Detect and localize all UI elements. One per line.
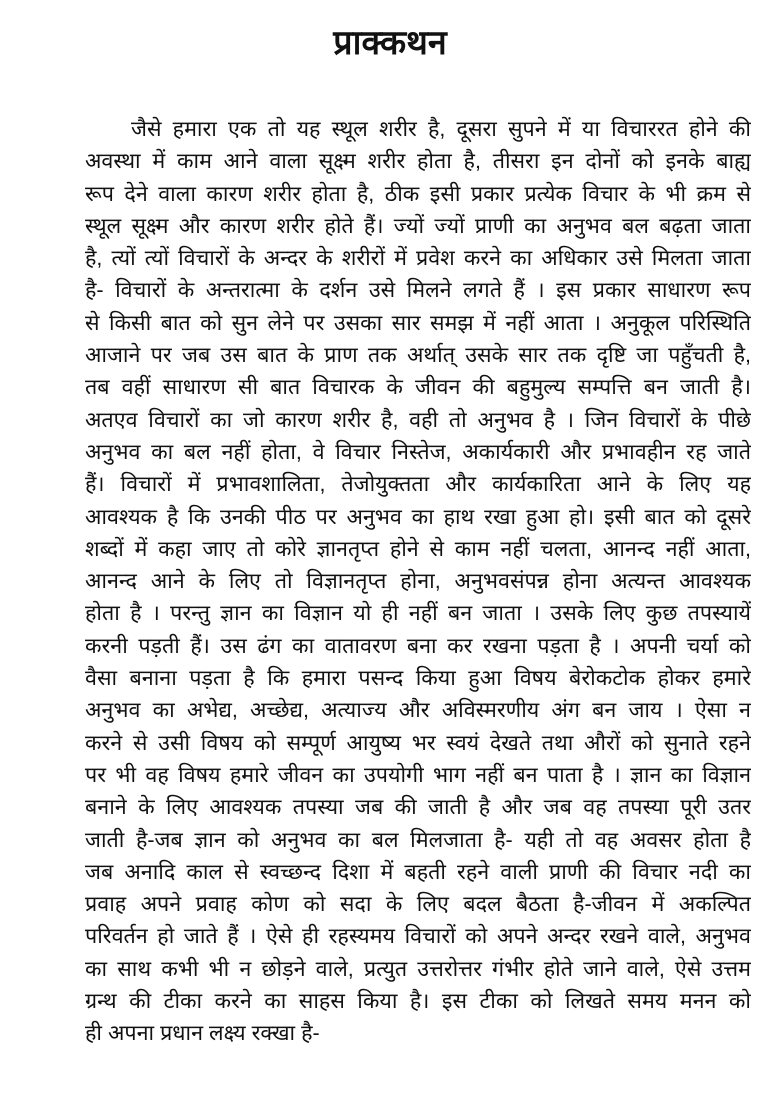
text-line: से किसी बात को सुन लेने पर उसका सार समझ में नहीं आता । अनुकूल परिस्थिति (85, 310, 751, 335)
text-line: अवस्था में काम आने वाला सूक्ष्म शरीर होता है, तीसरा इन दोनों को इनके बाह्य (85, 149, 751, 174)
text-line: बनाने के लिए आवश्यक तपस्या जब की जाती है और जब वह तपस्या पूरी उतर (85, 795, 751, 820)
text-line: वैसा बनाना पड़ता है कि हमारा पसन्द किया हुआ विषय बेरोकटोक होकर हमारे (85, 666, 751, 691)
text-line: अनुभव का अभेद्य, अच्छेद्य, अत्याज्य और अविस्मरणीय अंग बन जाय । ऐसा न (85, 698, 751, 723)
text-line: है, त्यों त्यों विचारों के अन्दर के शरीरों में प्रवेश करने का अधिकार उसे मिलता जाता (85, 246, 751, 271)
text-line: परिवर्तन हो जाते हैं । ऐसे ही रहस्यमय विचारों को अपने अन्दर रखने वाले, अनुभव (85, 924, 751, 949)
text-line: शब्दों में कहा जाए तो कोरे ज्ञानतृप्त होने से काम नहीं चलता, आनन्द नहीं आता, (85, 536, 751, 561)
text-line: आवश्यक है कि उनकी पीठ पर अनुभव का हाथ रखा हुआ हो। इसी बात को दूसरे (85, 504, 751, 529)
text-line: है- विचारों के अन्तरात्मा के दर्शन उसे मिलने लगते हैं । इस प्रकार साधारण रूप (85, 278, 751, 303)
text-line: हैं। विचारों में प्रभावशालिता, तेजोयुक्तता और कार्यकारिता आने के लिए यह (85, 472, 751, 497)
text-line: का साथ कभी भी न छोड़ने वाले, प्रत्युत उत्तरोत्तर गंभीर होते जाने वाले, ऐसे उत्तम (85, 956, 751, 981)
text-line: ही अपना प्रधान लक्ष्य रक्खा है- (85, 1021, 320, 1046)
text-line: करनी पड़ती हैं। उस ढंग का वातावरण बना कर रखना पड़ता है । अपनी चर्या को (85, 633, 751, 658)
text-line: होता है । परन्तु ज्ञान का विज्ञान यो ही नहीं बन जाता । उसके लिए कुछ तपस्यायें (85, 601, 751, 626)
text-line: अनुभव का बल नहीं होता, वे विचार निस्तेज, अकार्यकारी और प्रभावहीन रह जाते (85, 439, 751, 464)
text-line: रूप देने वाला कारण शरीर होता है, ठीक इसी प्रकार प्रत्येक विचार के भी क्रम से (85, 181, 751, 206)
text-line: तब वहीं साधारण सी बात विचारक के जीवन की बहुमुल्य सम्पत्ति बन जाती है। (85, 375, 751, 400)
text-line: पर भी वह विषय हमारे जीवन का उपयोगी भाग नहीं बन पाता है । ज्ञान का विज्ञान (85, 762, 751, 787)
text-line: अतएव विचारों का जो कारण शरीर है, वही तो अनुभव है । जिन विचारों के पीछे (85, 407, 751, 432)
text-line: करने से उसी विषय को सम्पूर्ण आयुष्य भर स्वयं देखते तथा औरों को सुनाते रहने (85, 730, 751, 755)
text-line: जैसे हमारा एक तो यह स्थूल शरीर है, दूसरा सुपने में या विचाररत होने की (131, 117, 751, 141)
body-paragraph (85, 113, 751, 1050)
text-line: आनन्द आने के लिए तो विज्ञानतृप्त होना, अनुभवसंपन्न होना अत्यन्त आवश्यक (85, 569, 751, 594)
text-line: जाती है-जब ज्ञान को अनुभव का बल मिलजाता है- यही तो वह अवसर होता है (85, 827, 751, 852)
text-line: जब अनादि काल से स्वच्छन्द दिशा में बहती रहने वाली प्राणी की विचार नदी का (85, 859, 751, 884)
page-title: प्राक्कथन (333, 24, 447, 62)
text-line: आजाने पर जब उस बात के प्राण तक अर्थात् उसके सार तक दृष्टि जा पहुँचती है, (85, 343, 751, 368)
text-line: ग्रन्थ की टीका करने का साहस किया है। इस टीका को लिखते समय मनन को (85, 989, 751, 1014)
text-line: स्थूल सूक्ष्म और कारण शरीर होते हैं। ज्यों ज्यों प्राणी का अनुभव बल बढ़ता जाता (85, 213, 751, 238)
text-line: प्रवाह अपने प्रवाह कोण को सदा के लिए बदल बैठता है-जीवन में अकल्पित (85, 892, 751, 917)
